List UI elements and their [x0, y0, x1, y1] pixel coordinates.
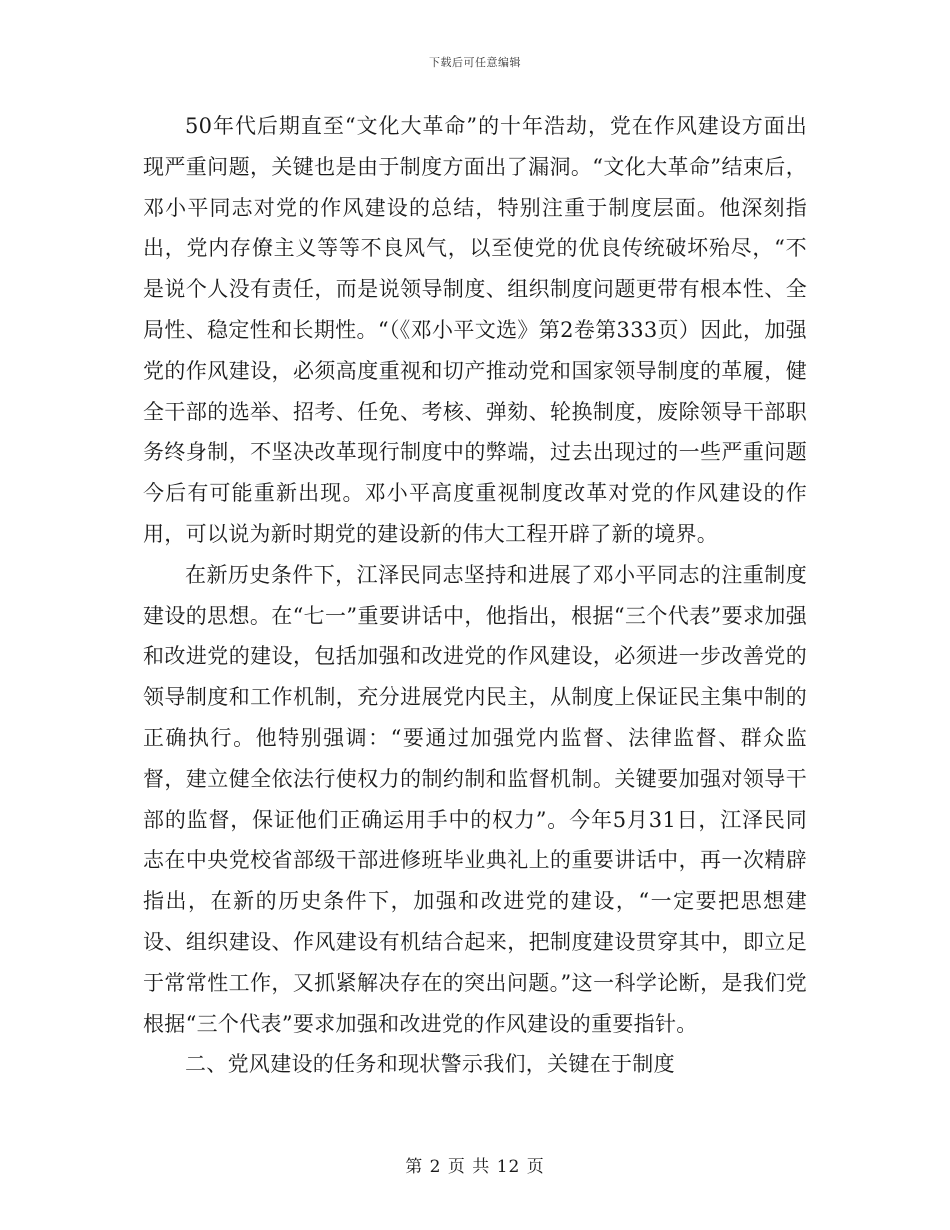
paragraph: 在新历史条件下，江泽民同志坚持和进展了邓小平同志的注重制度建设的思想。在“七一”重要讲话中，他指出，根据“三个代表”要求加强和改进党的建设，包括加强和改进党的作风建设，必须进一步改善党的领导制度和工作机制，充分进展党内民主，从制度上保证民主集中制的正确执行。他特别强调：“要通过加强党内监督、法律监督、群众监督，建立健全依法行使权力的制约制和监督机制。关键要加强对领导干部的监督，保证他们正确运用手中的权力”。今年5月31日，江泽民同志在中央党校省部级干部进修班毕业典礼上的重要讲话中，再一次精辟指出，在新的历史条件下，加强和改进党的建设，“一定要把思想建设、组织建设、作风建设有机结合起来，把制度建设贯穿其中，即立足于常常性工作，又抓紧解决存在的突出问题。”这一科学论断，是我们党根据“三个代表”要求加强和改进党的作风建设的重要指针。	[143, 562, 807, 1036]
document-body	[143, 106, 807, 1085]
paragraph: 50年代后期直至“文化大革命”的十年浩劫，党在作风建设方面出现严重问题，关键也是由于制度方面出了漏洞。“文化大革命”结束后，邓小平同志对党的作风建设的总结，特别注重于制度层面。他深刻指出，党内存僚主义等等不良风气，以至使党的优良传统破坏殆尽，“不是说个人没有责任，而是说领导制度、组织制度问题更带有根本性、全局性、稳定性和长期性。“（《邓小平文选》第2卷第333页）因此，加强党的作风建设，必须高度重视和切产推动党和国家领导制度的革履，健全干部的选举、招考、任免、考核、弹劾、轮换制度，废除领导干部职务终身制，不坚决改革现行制度中的弊端，过去出现过的一些严重问题今后有可能重新出现。邓小平高度重视制度改革对党的作风建设的作用，可以说为新时期党的建设新的伟大工程开辟了新的境界。	[143, 114, 807, 546]
page-number: 第 2 页 共 12 页	[405, 1157, 545, 1177]
section-heading: 二、党风建设的任务和现状警示我们，关键在于制度	[185, 1052, 675, 1077]
page-header: 下载后可任意编辑	[429, 56, 521, 69]
